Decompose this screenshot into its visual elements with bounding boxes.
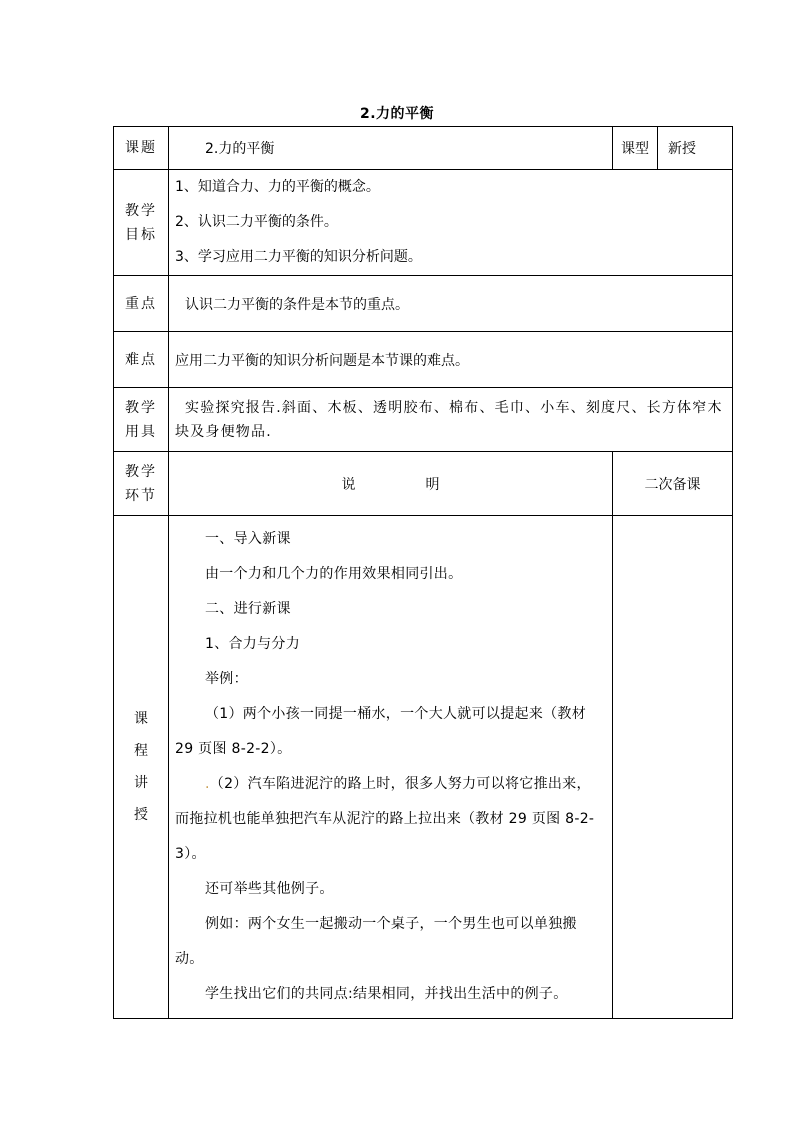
tools-row [114,388,733,452]
lesson-paragraph: （1）两个小孩一同提一桶水，一个大人就可以提起来（教材 29 页图 8-2-2）。 [175,706,587,757]
lesson-label-char: 程 [134,743,148,759]
topic-row [114,127,733,170]
lesson-paragraph: 二、进行新课 [205,601,291,617]
description-header [169,452,613,516]
difficulty-value: 应用二力平衡的知识分析问题是本节课的难点。 [169,332,733,388]
document-title: 2.力的平衡 [359,106,435,122]
lesson-label-char: 讲 [134,775,148,791]
goals-label [114,170,169,276]
topic-value: 2.力的平衡 [169,127,613,170]
topic-label: 课题 [114,127,169,170]
lesson-paragraph-with-mark [175,767,602,872]
key-point-row [114,276,733,332]
goal-item: 3、学习应用二力平衡的知识分析问题。 [175,249,422,265]
goal-item: 1、知道合力、力的平衡的概念。 [175,179,380,195]
lesson-label-char: 课 [134,711,148,727]
lesson-paragraph-text: （2）汽车陷进泥泞的路上时，很多人努力可以将它推出来，而拖拉机也能单独把汽车从泥泞的路上拉出来（教材 29 页图 8-2-3）。 [175,776,595,862]
second-prep-header: 二次备课 [613,452,733,516]
lesson-label-char: 授 [134,807,148,823]
difficulty-row [114,332,733,388]
goals-label-line-1: 教学 [125,202,157,219]
lesson-paragraph: 例如：两个女生一起搬动一个桌子，一个男生也可以单独搬动。 [175,916,577,967]
goals-list [169,170,733,276]
goal-item: 2、认识二力平衡的条件。 [175,214,338,230]
type-label: 课型 [613,127,658,170]
tools-value: 实验探究报告.斜面、木板、透明胶布、棉布、毛巾、小车、刻度尺、长方体窄木块及身便物品. [169,388,733,452]
lesson-paragraph: 学生找出它们的共同点:结果相同，并找出生活中的例子。 [205,986,568,1002]
dot-mark: . [205,776,210,792]
lesson-paragraph: 一、导入新课 [205,531,291,547]
lesson-label [114,516,169,1019]
tools-label-line-1: 教学 [125,399,157,416]
key-point-value: 认识二力平衡的条件是本节的重点。 [169,276,733,332]
second-prep-cell [613,516,733,1019]
section-label [114,452,169,516]
difficulty-label: 难点 [114,332,169,388]
lesson-paragraph: 由一个力和几个力的作用效果相同引出。 [205,566,463,582]
lesson-paragraph: 还可举些其他例子。 [205,881,334,897]
section-label-line-1: 教学 [125,463,157,480]
key-point-label: 重点 [114,276,169,332]
lesson-content [169,516,613,1019]
type-value: 新授 [658,127,733,170]
description-header-char-1: 说 [341,476,356,493]
tools-label [114,388,169,452]
lesson-plan-table [113,126,733,1019]
section-label-line-2: 环节 [125,487,157,504]
lesson-row [114,516,733,1019]
lesson-paragraph: 举例： [205,671,248,687]
lesson-paragraph: 1、合力与分力 [205,636,301,652]
goals-row [114,170,733,276]
description-header-char-2: 明 [425,476,440,493]
goals-label-line-2: 目标 [125,226,157,243]
tools-label-line-2: 用具 [125,423,157,440]
section-header-row [114,452,733,516]
